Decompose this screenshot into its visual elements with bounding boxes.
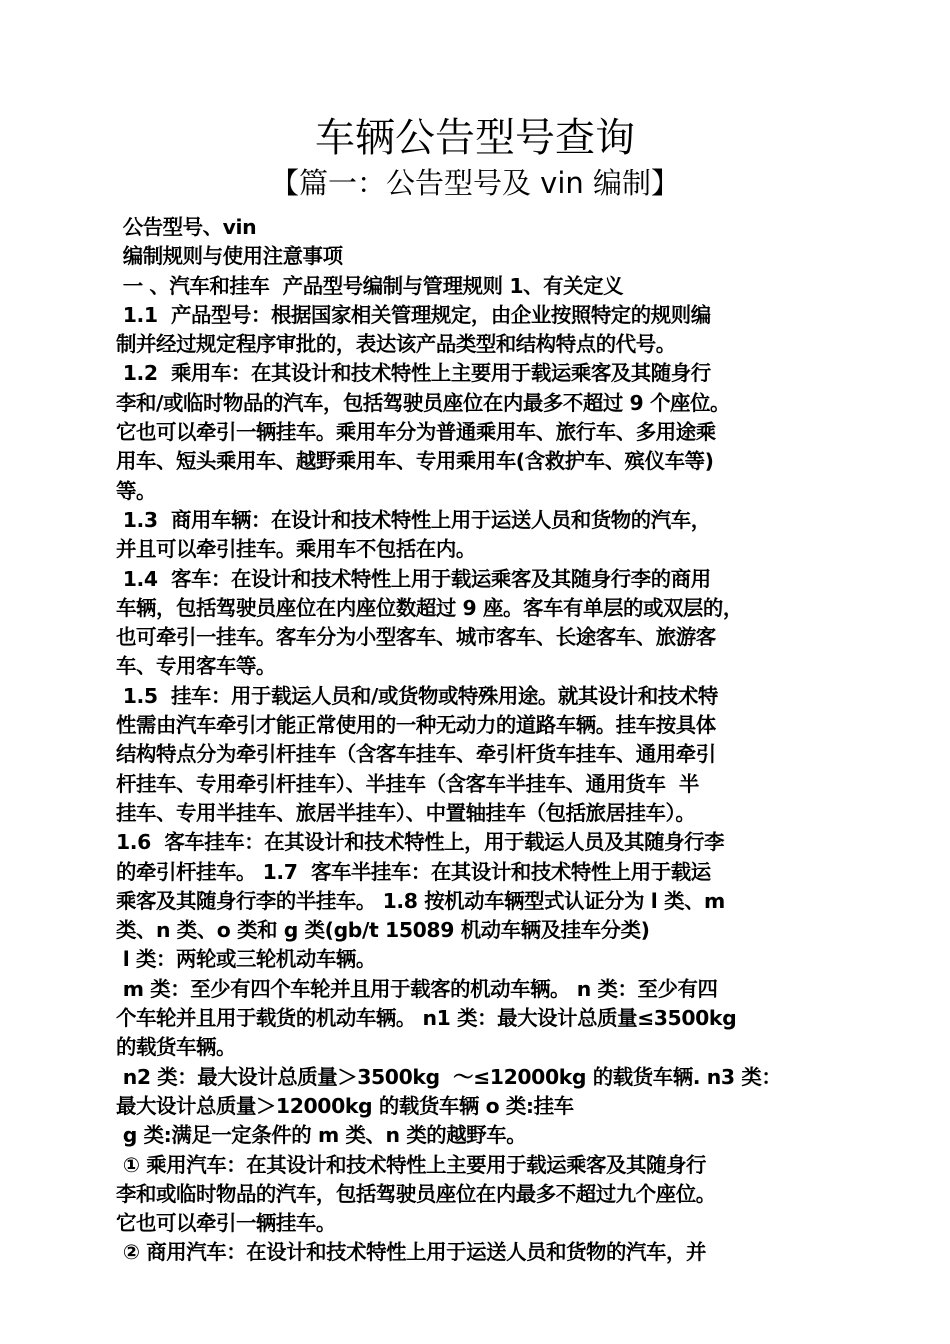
text-line: g 类:满足一定条件的 m 类、n 类的越野车。 — [116, 1123, 527, 1148]
text-line: 类、n 类、o 类和 g 类(gb/t 15089 机动车辆及挂车分类) — [116, 918, 650, 943]
text-line: 并且可以牵引挂车。乘用车不包括在内。 — [116, 537, 476, 562]
text-line: 1.1 产品型号：根据国家相关管理规定，由企业按照特定的规则编 — [116, 302, 711, 327]
text-line: l 类：两轮或三轮机动车辆。 — [116, 947, 376, 972]
text-line: 的牵引杆挂车。 1.7 客车半挂车：在其设计和技术特性上用于载运 — [116, 859, 711, 884]
text-line: 杆挂车、专用牵引杆挂车）、半挂车（含客车半挂车、通用货车 半 — [116, 771, 699, 796]
text-line: 它也可以牵引一辆挂车。 — [116, 1211, 336, 1236]
document-body — [116, 213, 846, 1268]
page-title: 车辆公告型号查询 — [315, 115, 635, 161]
text-line: 的载货车辆。 — [116, 1035, 236, 1060]
text-line: 它也可以牵引一辆挂车。乘用车分为普通乘用车、旅行车、多用途乘 — [116, 420, 716, 445]
text-line: 李和或临时物品的汽车，包括驾驶员座位在内最多不超过九个座位。 — [116, 1181, 716, 1206]
text-line: 挂车、专用半挂车、旅居半挂车）、中置轴挂车（包括旅居挂车）。 — [116, 800, 696, 825]
text-line: 乘客及其随身行李的半挂车。 1.8 按机动车辆型式认证分为 l 类、m — [116, 888, 725, 913]
text-line: 个车轮并且用于载货的机动车辆。 n1 类：最大设计总质量≤3500kg — [116, 1006, 737, 1031]
text-line: 结构特点分为牵引杆挂车（含客车挂车、牵引杆货车挂车、通用牵引 — [116, 742, 716, 767]
text-line: 用车、短头乘用车、越野乘用车、专用乘用车(含救护车、殡仪车等) — [116, 449, 714, 474]
text-line: 性需由汽车牵引才能正常使用的一种无动力的道路车辆。挂车按具体 — [116, 713, 716, 738]
text-line: 编制规则与使用注意事项 — [116, 244, 343, 269]
text-line: 一 、汽车和挂车 产品型号编制与管理规则 1、有关定义 — [116, 273, 624, 298]
text-line: 李和/或临时物品的汽车，包括驾驶员座位在内最多不超过 9 个座位。 — [116, 390, 730, 415]
text-line: 1.6 客车挂车：在其设计和技术特性上，用于载运人员及其随身行李 — [116, 830, 725, 855]
text-line: 制并经过规定程序审批的，表达该产品类型和结构特点的代号。 — [116, 332, 676, 357]
text-line: 1.3 商用车辆：在设计和技术特性上用于运送人员和货物的汽车， — [116, 507, 711, 532]
text-line: 1.2 乘用车：在其设计和技术特性上主要用于载运乘客及其随身行 — [116, 361, 711, 386]
text-line: 公告型号、vin — [116, 215, 257, 239]
text-line: 车辆，包括驾驶员座位在内座位数超过 9 座。客车有单层的或双层的， — [116, 595, 743, 620]
text-line: m 类：至少有四个车轮并且用于载客的机动车辆。 n 类：至少有四 — [116, 976, 718, 1001]
text-line: 等。 — [116, 478, 156, 503]
text-line: 车、专用客车等。 — [116, 654, 276, 679]
text-line: ② 商用汽车：在设计和技术特性上用于运送人员和货物的汽车，并 — [116, 1240, 706, 1265]
page-subtitle: 【篇一：公告型号及 vin 编制】 — [269, 166, 681, 200]
text-line: n2 类：最大设计总质量＞3500kg ～≤12000kg 的载货车辆. n3 类： — [116, 1064, 782, 1089]
text-line: 也可牵引一挂车。客车分为小型客车、城市客车、长途客车、旅游客 — [116, 625, 716, 650]
text-line: 最大设计总质量＞12000kg 的载货车辆 o 类:挂车 — [116, 1093, 574, 1118]
text-line: 1.5 挂车：用于载运人员和/或货物或特殊用途。就其设计和技术特 — [116, 683, 718, 708]
text-line: 1.4 客车：在设计和技术特性上用于载运乘客及其随身行李的商用 — [116, 566, 711, 591]
text-line: ① 乘用汽车：在其设计和技术特性上主要用于载运乘客及其随身行 — [116, 1152, 706, 1177]
